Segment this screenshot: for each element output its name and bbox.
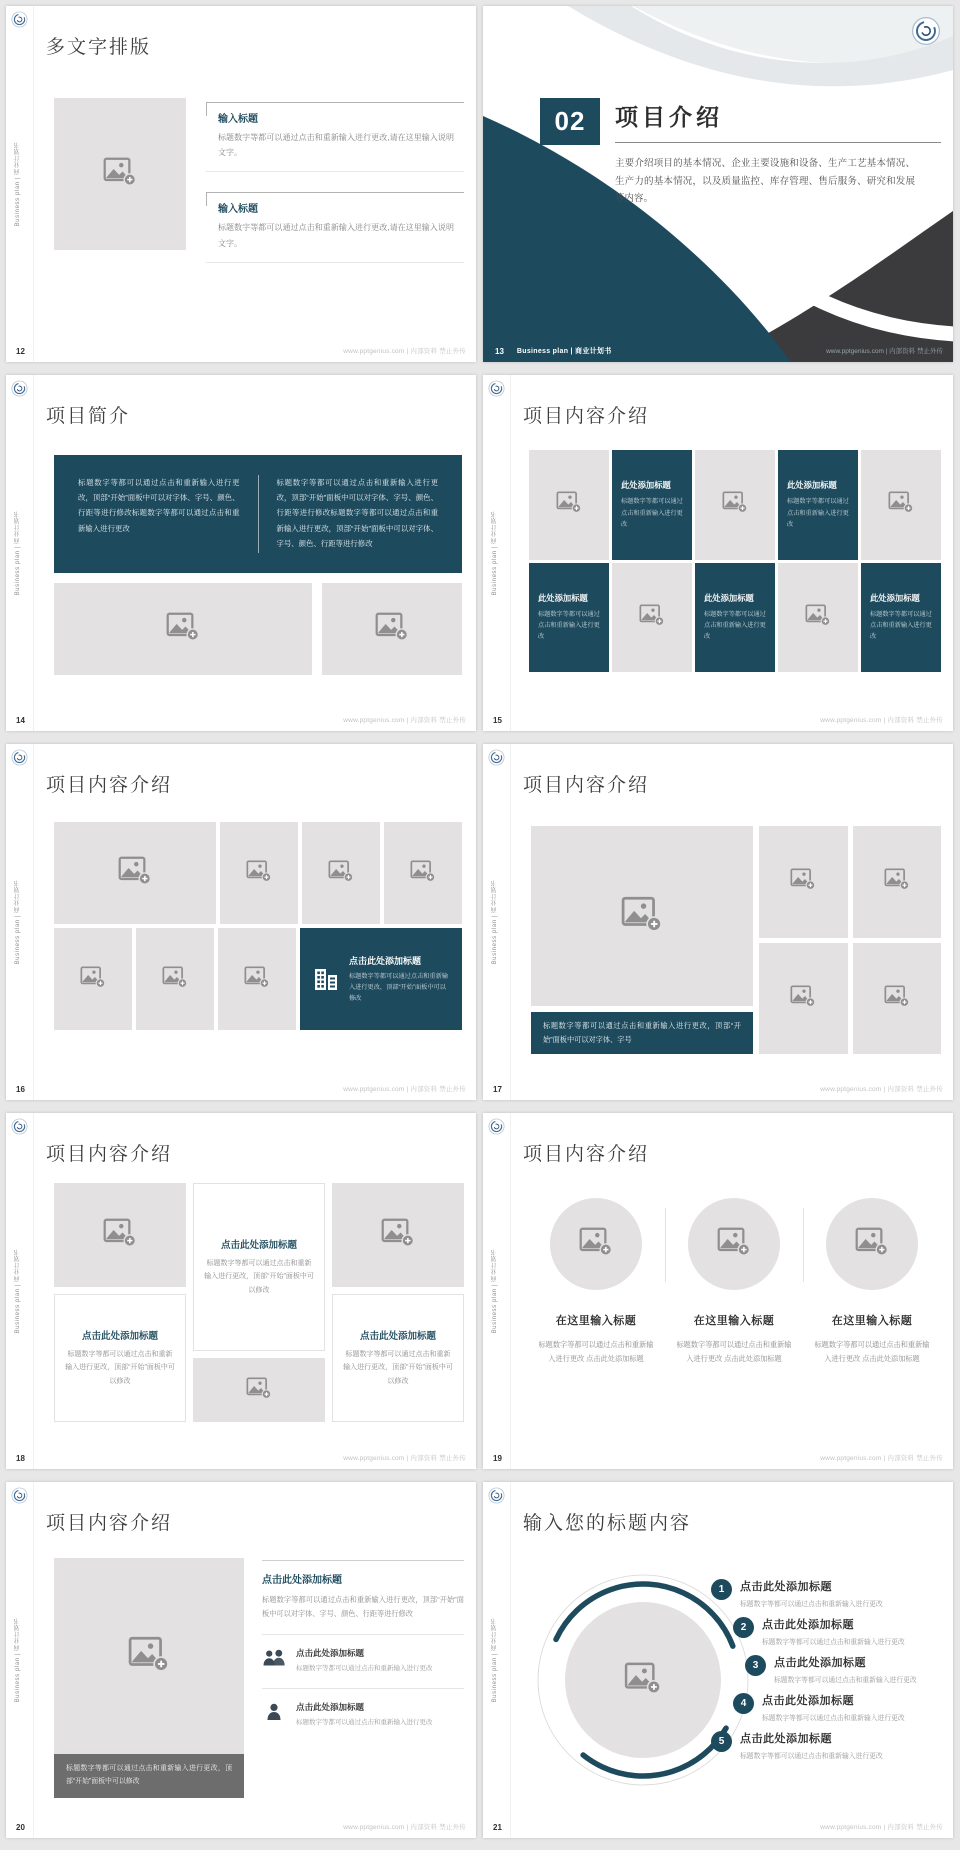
page-number: 20 [16,1823,25,1832]
add-image-icon [375,612,409,646]
footer-watermark: www.pptgenius.com | 内部资料 禁止外传 [820,1824,943,1831]
add-image-icon [621,896,663,937]
item-body: 标题数字等都可以通过点击和重新输入进行更改 [762,1639,905,1646]
item-body: 标题数字等都可以通过点击和重新输入进行更改 [762,1715,905,1722]
numbered-item [733,1616,905,1646]
footer-watermark: www.pptgenius.com | 内部资料 禁止外传 [343,1086,466,1093]
cell-body: 标题数字等都可以通过点击和重新输入进行更改 [538,610,600,641]
add-image-icon [103,157,137,191]
feature-body: 标题数字等都可以通过点击和重新输入进行更改 点击此处添加标题 [814,1340,930,1364]
page-number: 17 [493,1085,502,1094]
image-placeholder-circle[interactable] [688,1198,780,1290]
add-image-icon [80,966,106,993]
icon-list-item [262,1688,464,1729]
image-placeholder[interactable] [54,583,312,675]
image-placeholder[interactable] [54,98,186,250]
caption-body: 标题数字等都可以通过点击和重新输入进行更改，顶部“开始”面板中可以修改 [349,972,448,1003]
sidebar-divider [33,6,34,362]
slide-title: 项目内容介绍 [523,775,650,796]
add-image-icon [246,860,272,887]
footer-watermark: www.pptgenius.com | 内部资料 禁止外传 [820,1455,943,1462]
slide-13-thumbnail[interactable] [483,6,953,362]
item-body: 标题数字等都可以通过点击和重新输入进行更改 [296,1718,433,1726]
page-number: 19 [493,1454,502,1463]
slide-18-thumbnail[interactable] [6,1113,476,1469]
add-image-icon [805,604,831,631]
image-placeholder[interactable] [136,928,214,1030]
sidebar-vertical-label: Business plan | 商业计划书 [15,510,21,596]
intro-column-2: 标题数字等都可以通过点击和重新输入进行更改，顶部“开始”面板中可以对字体、字号、颜色、行距等进行修改标题数字等都可以通过点击和重新输入进行更改，顶部“开始”面板中可以对字体、字号、颜色、行距等进行修改 [258,475,439,553]
sidebar-divider [33,375,34,731]
image-placeholder-circle[interactable] [826,1198,918,1290]
title-cell [861,563,941,673]
image-placeholder[interactable] [332,1183,464,1287]
cell-heading: 此处添加标题 [704,592,754,603]
text-block-list [206,102,464,263]
item-heading: 点击此处添加标题 [774,1657,866,1669]
sidebar-vertical-label: Business plan | 商业计划书 [492,1248,498,1334]
cover-footer [495,346,612,356]
add-image-icon [556,491,582,518]
page-number: 21 [493,1823,502,1832]
feature-column [527,1198,665,1367]
step-number-badge: 4 [733,1693,754,1714]
brand-logo-icon [11,11,28,28]
sidebar-divider [510,375,511,731]
sidebar-vertical-label: Business plan | 商业计划书 [492,1617,498,1703]
footer-watermark: www.pptgenius.com | 内部资料 禁止外传 [343,1824,466,1831]
add-image-icon [579,1227,613,1261]
step-number-badge: 5 [711,1731,732,1752]
card-heading: 点击此处添加标题 [81,1330,158,1342]
buildings-icon [313,966,339,992]
brand-logo-icon [488,749,505,766]
add-image-icon [128,1636,170,1677]
image-row [54,583,462,675]
footer-label: Business plan | 商业计划书 [516,348,612,355]
slide-title: 项目内容介绍 [523,406,650,427]
cell-heading: 此处添加标题 [870,592,920,603]
item-heading: 点击此处添加标题 [296,1648,365,1659]
add-image-icon [888,491,914,518]
block-body: 标题数字等都可以通过点击和重新输入进行更改,请在这里输入说明文字。 [218,133,454,158]
lead-text-block [262,1560,464,1621]
image-placeholder[interactable] [529,450,609,560]
card-body: 标题数字等都可以通过点击和重新输入进行更改，顶部“开始”面板中可以修改 [204,1259,314,1294]
image-placeholder[interactable] [853,943,942,1055]
intro-column-1: 标题数字等都可以通过点击和重新输入进行更改，顶部“开始”面板中可以对字体、字号、颜色、行距等进行修改标题数字等都可以通过点击和重新输入进行更改 [78,478,240,533]
slide-19-thumbnail[interactable] [483,1113,953,1469]
card-body: 标题数字等都可以通过点击和重新输入进行更改，顶部“开始”面板中可以修改 [65,1350,175,1385]
page-number: 18 [16,1454,25,1463]
brand-logo-icon [911,16,941,46]
page-number: 13 [495,346,504,356]
sidebar-vertical-label: Business plan | 商业计划书 [15,141,21,227]
cover-heading-group [615,99,941,208]
numbered-item [745,1654,917,1684]
title-cell [612,450,692,560]
sidebar-divider [510,1482,511,1838]
footer-watermark: www.pptgenius.com | 内部资料 禁止外传 [820,717,943,724]
card-heading: 点击此处添加标题 [359,1330,436,1342]
add-image-icon [624,1662,662,1699]
slide-15-thumbnail[interactable] [483,375,953,731]
add-image-icon [790,985,816,1012]
item-body: 标题数字等都可以通过点击和重新输入进行更改 [774,1677,917,1684]
detail-column [262,1560,464,1728]
footer-watermark: www.pptgenius.com | 内部资料 禁止外传 [820,1086,943,1093]
sidebar-divider [33,1113,34,1469]
image-placeholder[interactable] [220,822,298,924]
item-heading: 点击此处添加标题 [296,1701,365,1712]
item-body: 标题数字等都可以通过点击和重新输入进行更改 [740,1753,883,1760]
image-placeholder[interactable] [531,826,753,1006]
sidebar-vertical-label: Business plan | 商业计划书 [15,1617,21,1703]
media-grid [54,822,464,1034]
text-card [332,1294,464,1422]
caption-box [300,928,462,1030]
add-image-icon [103,1218,137,1252]
cell-heading: 此处添加标题 [621,480,671,491]
brand-logo-icon [11,749,28,766]
cell-heading: 此处添加标题 [538,592,588,603]
page-number: 16 [16,1085,25,1094]
image-placeholder[interactable] [612,563,692,673]
add-image-icon [790,868,816,895]
add-image-icon [855,1227,889,1261]
feature-heading: 在这里输入标题 [555,1315,637,1327]
footer-watermark: www.pptgenius.com | 内部资料 禁止外传 [343,348,466,355]
add-image-icon [410,860,436,887]
section-number-badge: 02 [540,98,600,145]
add-image-icon [884,985,910,1012]
lead-body: 标题数字等都可以通过点击和重新输入进行更改，顶部“开始”面板中可以对字体、字号、颜色、行距等进行修改 [262,1595,464,1619]
slide-17-thumbnail[interactable] [483,744,953,1100]
brand-logo-icon [11,1487,28,1504]
text-block [206,192,464,262]
footer-watermark: www.pptgenius.com | 内部资料 禁止外传 [343,1455,466,1462]
add-image-icon [639,604,665,631]
text-card [54,1294,186,1422]
icon-list-item [262,1634,464,1675]
step-number-badge: 1 [711,1579,732,1600]
brand-logo-icon [488,1118,505,1135]
card-body: 标题数字等都可以通过点击和重新输入进行更改，顶部“开始”面板中可以修改 [343,1350,453,1385]
image-placeholder[interactable] [778,563,858,673]
image-caption-bar [531,1012,753,1054]
block-body: 标题数字等都可以通过点击和重新输入进行更改,请在这里输入说明文字。 [218,223,454,248]
caption-heading: 点击此处添加标题 [349,955,422,966]
image-placeholder[interactable] [54,1183,186,1287]
add-image-icon [328,860,354,887]
brand-logo-icon [488,380,505,397]
feature-body: 标题数字等都可以通过点击和重新输入进行更改 点击此处添加标题 [676,1340,792,1364]
title-cell [695,563,775,673]
item-body: 标题数字等都可以通过点击和重新输入进行更改 [740,1601,883,1608]
lead-heading: 点击此处添加标题 [262,1575,342,1586]
image-grid [759,826,941,1054]
slide-12-thumbnail[interactable] [6,6,476,362]
image-placeholder[interactable] [54,1558,244,1754]
cell-heading: 此处添加标题 [787,480,837,491]
feature-heading: 在这里输入标题 [693,1315,775,1327]
slide-title: 项目简介 [46,406,131,427]
cell-body: 标题数字等都可以通过点击和重新输入进行更改 [621,498,683,528]
add-image-icon [162,966,188,993]
step-number-badge: 2 [733,1617,754,1638]
cell-body: 标题数字等都可以通过点击和重新输入进行更改 [870,610,932,641]
numbered-item [711,1578,883,1608]
add-image-icon [717,1227,751,1261]
add-image-icon [381,1218,415,1252]
caption-text: 标题数字等都可以通过点击和重新输入进行更改，顶部“开始”面板中可以对字体、字号 [543,1021,741,1044]
image-placeholder[interactable] [695,450,775,560]
step-number-badge: 3 [745,1655,766,1676]
image-placeholder[interactable] [218,928,296,1030]
slide-title: 输入您的标题内容 [523,1513,692,1534]
item-heading: 点击此处添加标题 [740,1581,832,1593]
add-image-icon [244,966,270,993]
add-image-icon [166,612,200,646]
slide-14-thumbnail[interactable] [6,375,476,731]
checkerboard-grid [529,450,941,672]
image-placeholder[interactable] [759,826,848,938]
image-placeholder[interactable] [54,822,216,924]
feature-body: 标题数字等都可以通过点击和重新输入进行更改 点击此处添加标题 [538,1340,654,1364]
add-image-icon [118,856,152,890]
numbered-item [733,1692,905,1722]
image-placeholder[interactable] [193,1358,325,1422]
image-caption-bar [54,1754,244,1798]
brand-logo-icon [11,380,28,397]
footer-watermark: www.pptgenius.com | 内部资料 禁止外传 [826,348,943,355]
person-icon [262,1703,286,1723]
slide-16-thumbnail[interactable] [6,744,476,1100]
image-placeholder-circle[interactable] [550,1198,642,1290]
section-summary: 主要介绍项目的基本情况、企业主要设施和设备、生产工艺基本情况、生产力的基本情况，以及质量监控、库存管理、售后服务、研究和发展等内容。 [615,158,915,205]
slide-title: 项目内容介绍 [46,1513,173,1534]
page-number: 15 [493,716,502,725]
item-heading: 点击此处添加标题 [762,1695,854,1707]
add-image-icon [246,1377,272,1404]
feature-column [803,1198,941,1367]
image-placeholder[interactable] [861,450,941,560]
sidebar-divider [510,744,511,1100]
image-placeholder[interactable] [302,822,380,924]
caption-text: 标题数字等都可以通过点击和重新输入进行更改，顶部“开始”面板中可以修改 [66,1765,232,1785]
brand-logo-icon [488,1487,505,1504]
sidebar-vertical-label: Business plan | 商业计划书 [492,510,498,596]
image-placeholder[interactable] [54,928,132,1030]
image-placeholder[interactable] [853,826,942,938]
card-heading: 点击此处添加标题 [220,1239,297,1251]
block-heading: 输入标题 [218,114,258,125]
slide-21-thumbnail[interactable] [483,1482,953,1838]
cell-body: 标题数字等都可以通过点击和重新输入进行更改 [704,610,766,641]
item-heading: 点击此处添加标题 [762,1619,854,1631]
item-body: 标题数字等都可以通过点击和重新输入进行更改 [296,1665,433,1673]
image-placeholder-circle[interactable] [565,1602,721,1758]
title-cell [778,450,858,560]
section-title: 项目介绍 [615,99,941,143]
add-image-icon [722,491,748,518]
slide-title: 项目内容介绍 [46,1144,173,1165]
image-placeholder[interactable] [759,943,848,1055]
intro-text-panel [54,455,462,573]
footer-watermark: www.pptgenius.com | 内部资料 禁止外传 [343,717,466,724]
card-grid [54,1183,464,1422]
item-heading: 点击此处添加标题 [740,1733,832,1745]
page-number: 12 [16,347,25,356]
feature-columns [527,1198,941,1367]
slide-20-thumbnail[interactable] [6,1482,476,1838]
block-heading: 输入标题 [218,204,258,216]
sidebar-vertical-label: Business plan | 商业计划书 [15,879,21,965]
slide-title: 项目内容介绍 [46,775,173,796]
page-number: 14 [16,716,25,725]
feature-heading: 在这里输入标题 [831,1315,913,1327]
image-placeholder[interactable] [322,583,462,675]
add-image-icon [884,868,910,895]
people-icon [262,1649,286,1669]
text-block [206,102,464,172]
slide-title: 项目内容介绍 [523,1144,650,1165]
brand-logo-icon [11,1118,28,1135]
cell-body: 标题数字等都可以通过点击和重新输入进行更改 [787,498,849,528]
text-card [193,1183,325,1351]
sidebar-vertical-label: Business plan | 商业计划书 [492,879,498,965]
sidebar-divider [33,744,34,1100]
feature-column [665,1198,803,1367]
sidebar-divider [510,1113,511,1469]
slide-title: 多文字排版 [46,37,152,58]
sidebar-divider [33,1482,34,1838]
numbered-item [711,1730,883,1760]
sidebar-vertical-label: Business plan | 商业计划书 [15,1248,21,1334]
title-cell [529,563,609,673]
image-placeholder[interactable] [384,822,462,924]
